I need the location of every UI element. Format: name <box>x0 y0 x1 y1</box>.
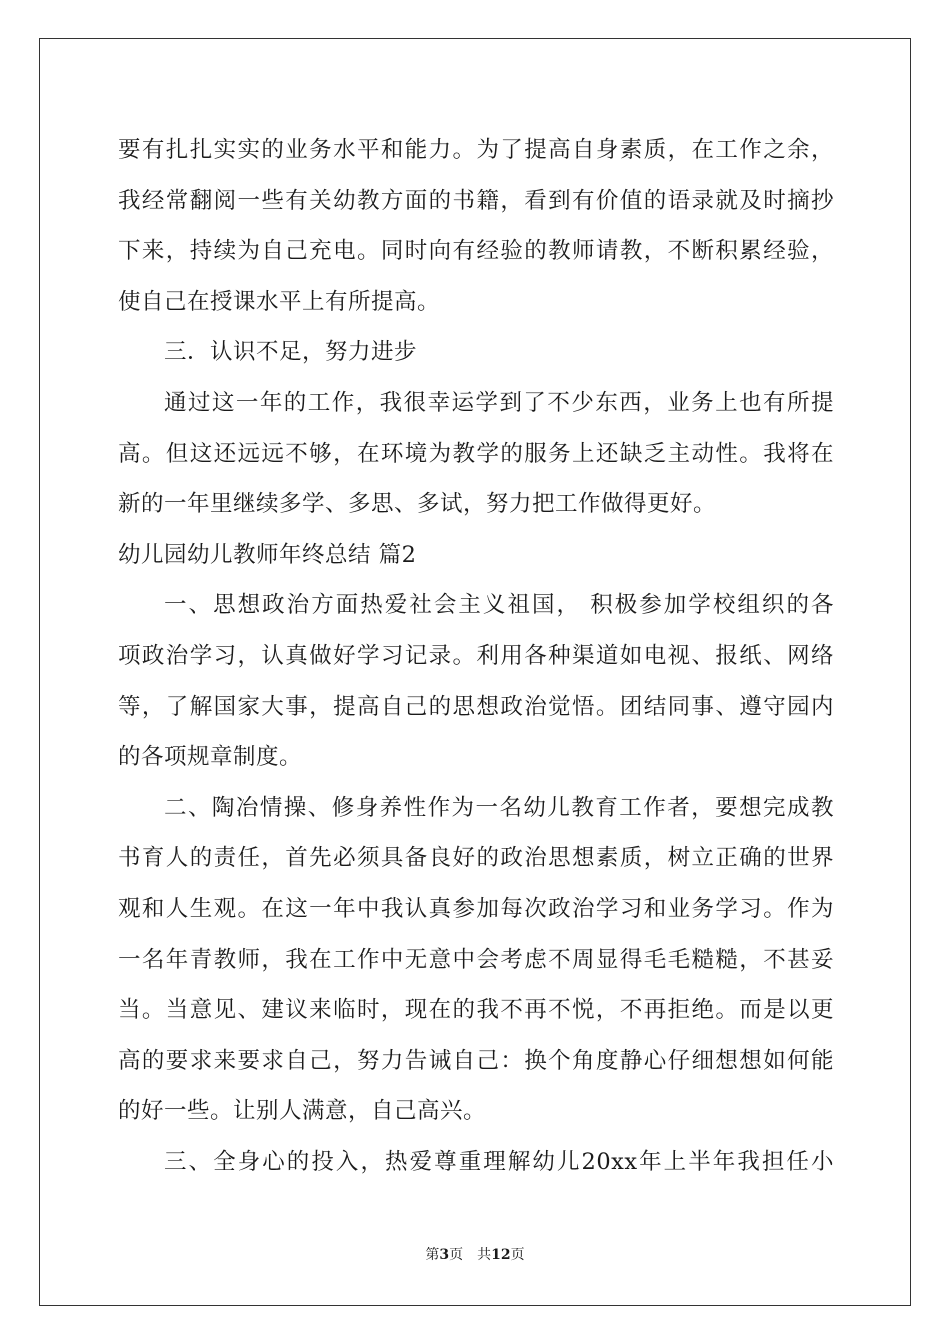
page-number: 3 <box>439 1247 450 1263</box>
total-prefix: 共 <box>477 1247 492 1263</box>
text-line: 等，了解国家大事，提高自己的思想政治觉悟。团结同事、遵守园内 <box>118 693 834 720</box>
text-line: 新的一年里继续多学、多思、多试，努力把工作做得更好。 <box>118 491 717 518</box>
text-line: 二、陶冶情操、修身养性作为一名幼儿教育工作者，要想完成教 <box>164 794 834 821</box>
text-line: 使自己在授课水平上有所提高。 <box>118 288 441 315</box>
text-line: 项政治学习，认真做好学习记录。利用各种渠道如电视、报纸、网络 <box>118 642 834 669</box>
text-line: 的各项规章制度。 <box>118 744 303 771</box>
document-body <box>118 125 834 1187</box>
total-suffix: 页 <box>510 1247 525 1263</box>
page-suffix: 页 <box>449 1247 464 1263</box>
text-line: 下来，持续为自己充电。同时向有经验的教师请教，不断积累经验， <box>118 238 834 265</box>
text-line: 三、全身心的投入，热爱尊重理解幼儿20xx年上半年我担任小 <box>164 1148 834 1175</box>
text-line: 一名年青教师，我在工作中无意中会考虑不周显得毛毛糙糙，不甚妥 <box>118 946 834 973</box>
text-line: 通过这一年的工作，我很幸运学到了不少东西，业务上也有所提 <box>164 389 834 416</box>
text-line: 要有扎扎实实的业务水平和能力。为了提高自身素质，在工作之余， <box>118 137 834 163</box>
page-prefix: 第 <box>425 1247 440 1263</box>
text-line: 一、思想政治方面热爱社会主义祖国， 积极参加学校组织的各 <box>164 592 834 619</box>
text-line: 当。当意见、建议来临时，现在的我不再不悦，不再拒绝。而是以更 <box>118 997 834 1024</box>
text-line: 高的要求来要求自己，努力告诫自己：换个角度静心仔细想想如何能 <box>118 1047 834 1074</box>
text-line: 书育人的责任，首先必须具备良好的政治思想素质，树立正确的世界 <box>118 845 834 872</box>
text-line: 的好一些。让别人满意，自己高兴。 <box>118 1098 487 1125</box>
text-line: 高。但这还远远不够，在环境为教学的服务上还缺乏主动性。我将在 <box>118 440 834 467</box>
total-pages: 12 <box>491 1247 511 1263</box>
page-footer <box>0 1244 950 1264</box>
text-line: 我经常翻阅一些有关幼教方面的书籍，看到有价值的语录就及时摘抄 <box>118 187 834 214</box>
section-heading: 三．认识不足，努力进步 <box>164 339 418 366</box>
article-title: 幼儿园幼儿教师年终总结 篇2 <box>118 541 417 568</box>
text-line: 观和人生观。在这一年中我认真参加每次政治学习和业务学习。作为 <box>118 895 834 922</box>
